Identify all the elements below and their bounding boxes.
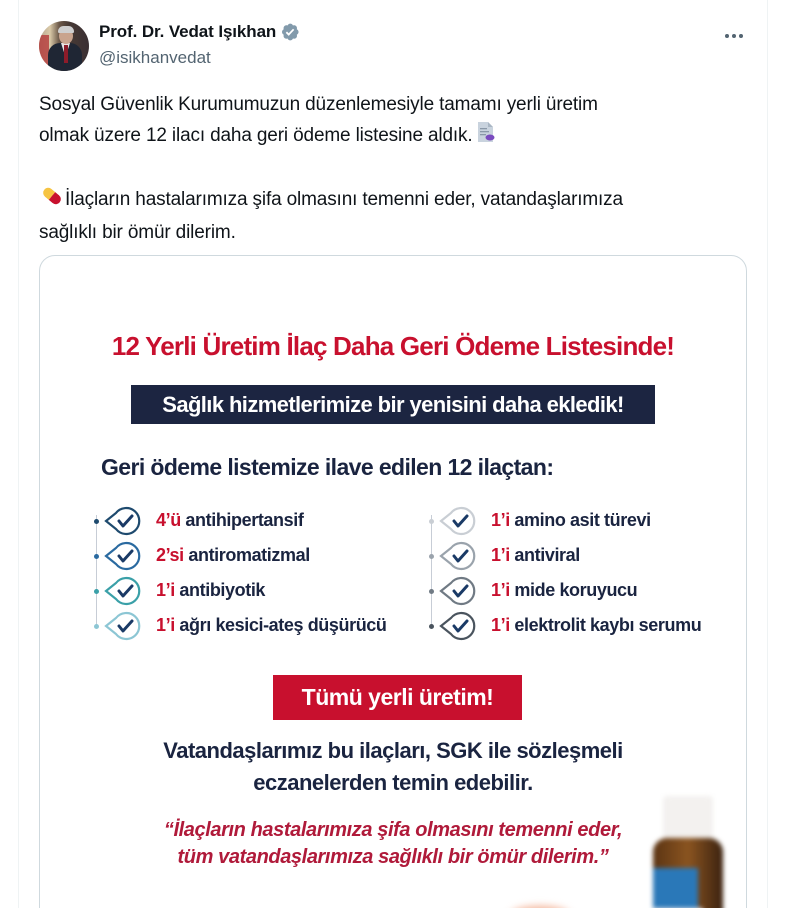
list-item <box>427 573 747 608</box>
tweet-text-span: Sosyal Güvenlik Kurumumuzun düzenlemesiyle tamamı yerli üretim <box>39 94 598 115</box>
infographic-quote-line: “İlaçların hastalarımıza şifa olmasını temenni eder, <box>163 819 623 841</box>
list-item <box>427 503 747 538</box>
all-domestic-badge-text: Tümü yerli üretim! <box>301 684 494 710</box>
page-facing-up-icon <box>473 120 497 154</box>
list-item <box>92 608 412 643</box>
timeline-column-border-left <box>18 0 19 908</box>
infographic-subtitle: Sağlık hizmetlerimize bir yenisini daha ekledik! <box>162 391 624 417</box>
list-item-text <box>156 510 303 531</box>
bottle-cap <box>663 796 713 841</box>
list-item-text <box>156 615 387 636</box>
paragraph-spacer <box>39 154 739 184</box>
item-count: 1’i <box>156 615 175 635</box>
list-item <box>92 503 412 538</box>
all-domestic-badge <box>273 675 522 720</box>
rail-dot <box>429 554 434 559</box>
verified-badge-icon[interactable] <box>280 22 300 42</box>
item-label: antihipertansif <box>180 510 304 530</box>
tweet-text-line <box>39 218 739 248</box>
check-circle-icon <box>104 574 144 608</box>
pill-icon <box>39 184 65 218</box>
tweet-text-span: İlaçların hastalarımıza şifa olmasını temenni eder, vatandaşlarımıza <box>65 189 623 210</box>
item-count: 2’si <box>156 545 184 565</box>
check-circle-icon <box>104 609 144 643</box>
tweet-text-line <box>39 184 739 218</box>
rail-dot <box>94 589 99 594</box>
item-label: antiviral <box>509 545 580 565</box>
ellipsis-dot <box>739 34 743 38</box>
item-count: 1’i <box>491 615 510 635</box>
rail-dot <box>94 519 99 524</box>
check-circle-icon <box>104 539 144 573</box>
tweet-text-line <box>39 90 739 120</box>
list-item-text <box>491 580 637 601</box>
list-item-text <box>491 510 651 531</box>
list-item-text <box>491 615 701 636</box>
rail-dot <box>94 554 99 559</box>
rail-dot <box>429 519 434 524</box>
check-circle-icon <box>439 539 479 573</box>
infographic-quote <box>40 817 746 871</box>
list-item <box>427 538 747 573</box>
avatar[interactable] <box>39 21 89 71</box>
drug-list-left <box>92 503 412 643</box>
list-item <box>92 538 412 573</box>
infographic-body-line: eczanelerden temin edebilir. <box>253 770 533 795</box>
tweet-header <box>39 21 749 73</box>
bottle-label <box>653 868 698 908</box>
ellipsis-dot <box>732 34 736 38</box>
infographic-list-heading: Geri ödeme listemize ilave edilen 12 ilaçtan: <box>101 454 554 480</box>
list-item-text <box>491 545 580 566</box>
item-label: ağrı kesici-ateş düşürücü <box>174 615 387 635</box>
item-count: 4’ü <box>156 510 181 530</box>
infographic-title: 12 Yerli Üretim İlaç Daha Geri Ödeme Listesinde! <box>111 331 675 361</box>
avatar-tie <box>64 45 68 63</box>
item-label: elektrolit kaybı serumu <box>509 615 702 635</box>
tweet-text-span: sağlıklı bir ömür dilerim. <box>39 222 236 243</box>
check-circle-icon <box>439 609 479 643</box>
rail-dot <box>429 624 434 629</box>
item-label: antiromatizmal <box>183 545 310 565</box>
item-label: amino asit türevi <box>509 510 651 530</box>
tweet-text <box>39 90 739 248</box>
item-count: 1’i <box>491 510 510 530</box>
check-circle-icon <box>439 574 479 608</box>
tweet-text-line <box>39 120 739 154</box>
list-item-text <box>156 545 310 566</box>
item-count: 1’i <box>156 580 175 600</box>
list-item-text <box>156 580 265 601</box>
list-item <box>92 573 412 608</box>
infographic-body <box>40 735 746 799</box>
check-circle-icon <box>104 504 144 538</box>
item-count: 1’i <box>491 580 510 600</box>
author-handle[interactable]: @isikhanvedat <box>99 48 211 67</box>
infographic-quote-line: tüm vatandaşlarımıza sağlıklı bir ömür dilerim.” <box>177 846 609 868</box>
medicine-bottle-image <box>648 796 728 908</box>
avatar-hair <box>58 26 74 33</box>
item-count: 1’i <box>491 545 510 565</box>
check-circle-icon <box>439 504 479 538</box>
ellipsis-horizontal-icon <box>725 34 729 38</box>
infographic-subtitle-banner <box>131 385 655 424</box>
more-options-button[interactable] <box>719 23 749 49</box>
author-display-name[interactable]: Prof. Dr. Vedat Işıkhan <box>99 22 277 41</box>
list-item <box>427 608 747 643</box>
drug-list-right <box>427 503 747 643</box>
item-label: antibiyotik <box>174 580 266 600</box>
tweet-text-span: olmak üzere 12 ilacı daha geri ödeme listesine aldık. <box>39 125 473 146</box>
item-label: mide koruyucu <box>509 580 638 600</box>
tweet-media-image[interactable] <box>39 255 747 908</box>
timeline-column-border-right <box>767 0 768 908</box>
rail-dot <box>94 624 99 629</box>
author-name-row <box>99 22 300 42</box>
rail-dot <box>429 589 434 594</box>
infographic-body-line: Vatandaşlarımız bu ilaçları, SGK ile sözleşmeli <box>163 738 623 763</box>
